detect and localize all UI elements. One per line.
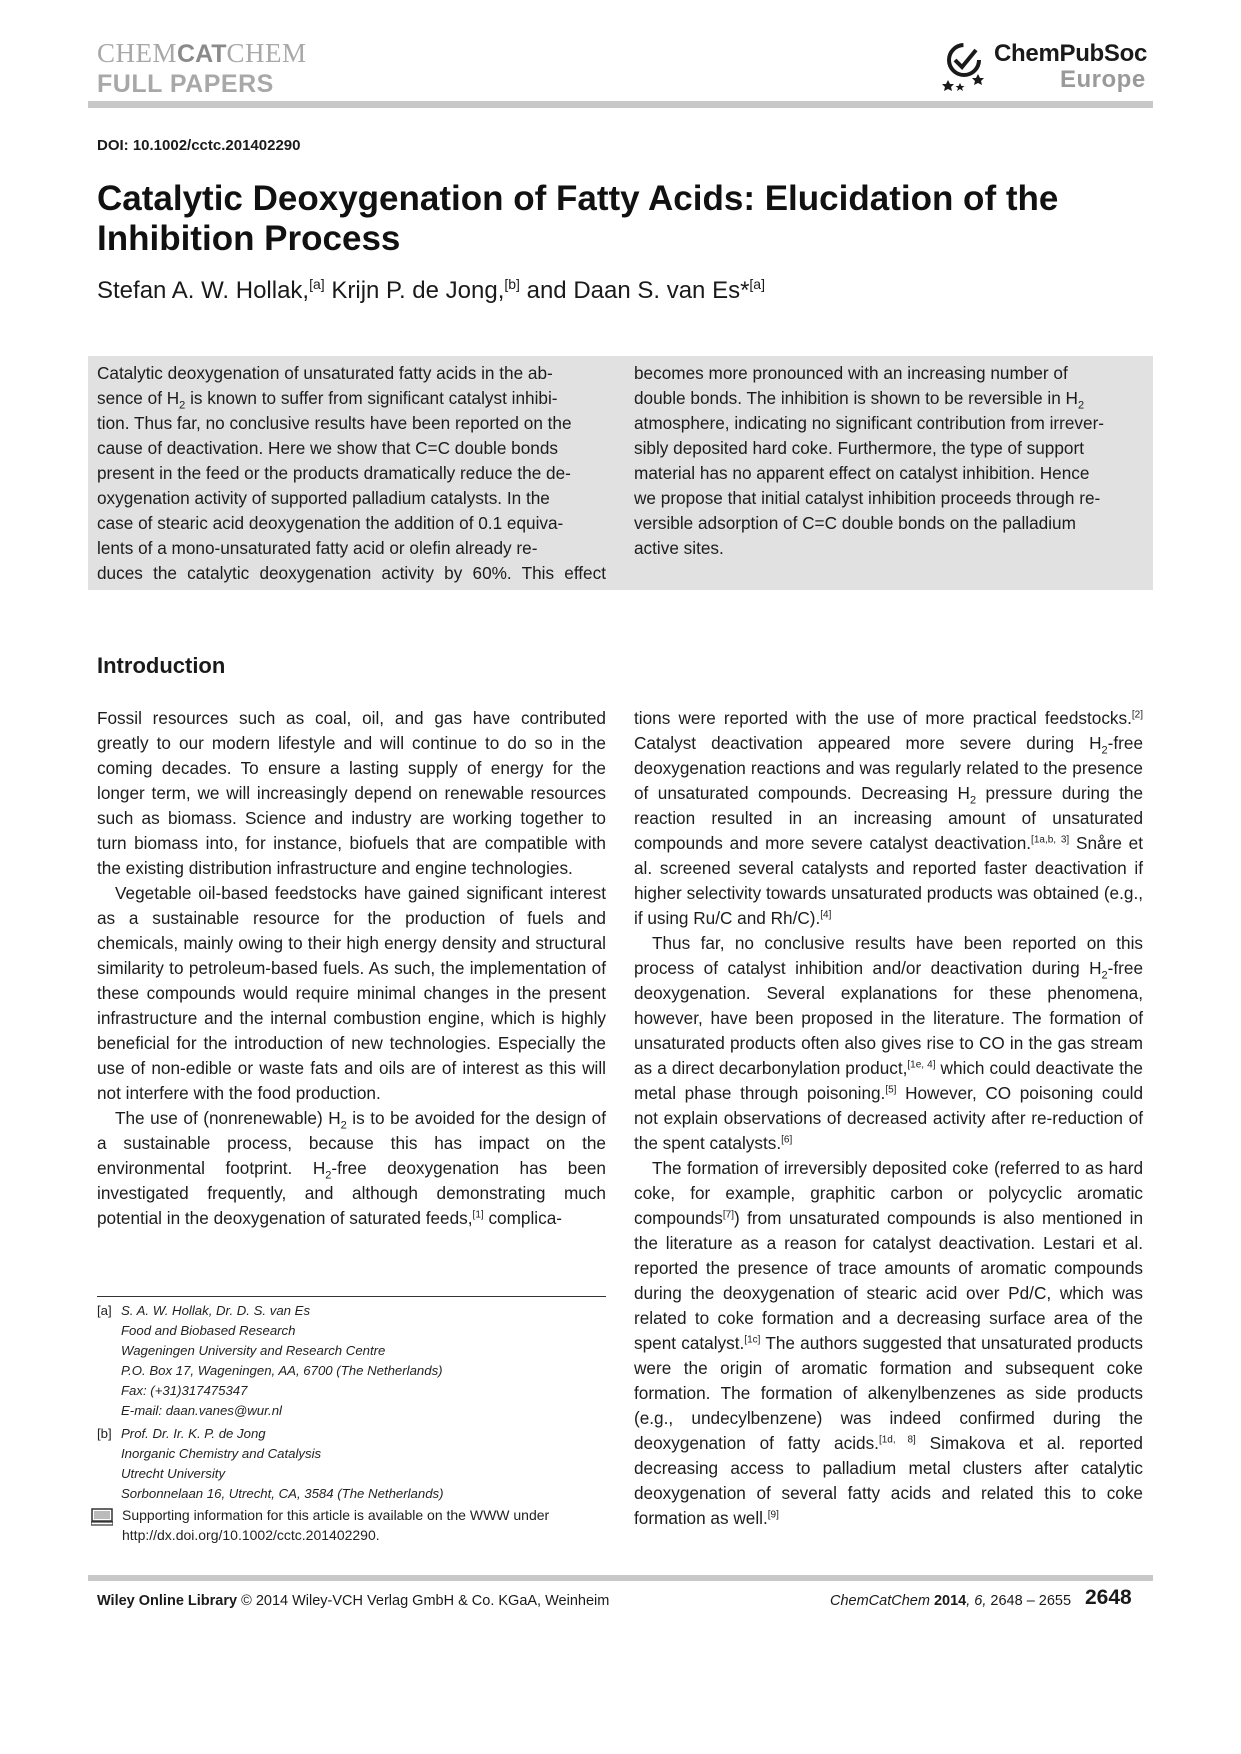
paragraph: tions were reported with the use of more practical feedstocks.[2] Catalyst deactivation appeared more severe during $H_2$-free deoxygenation reactions and was regularly related to the presence of unsaturated compounds. Decreasing $H_2$ pressure during the reaction resulted in an increasing amount of unsaturated compounds and more severe catalyst deactivation.[1a,b, 3] Snåre et al. screened several catalysts and reported faster deactivation if higher selectivity towards unsaturated products was obtained (e.g., if using Ru/C and Rh/C).[4] [634, 708, 1144, 928]
publisher-name: ChemPubSoc [994, 40, 1148, 67]
wiley-online-library-link[interactable]: Wiley Online Library [97, 1593, 238, 1609]
publisher-region: Europe [1060, 66, 1146, 93]
paragraph: Fossil resources such as coal, oil, and gas have contributed greatly to our modern lifestyle and will continue to do so in the coming decades. To ensure a lasting supply of energy for the longer term, we will increasingly depend on renewable resources such as biomass. Science and industry are working together to turn biomass into, for instance, biofuels that are compatible with the existing distribution infrastructure and engine technologies. [97, 708, 606, 878]
computer-icon [91, 1508, 113, 1526]
footer-copyright: Wiley Online Library © 2014 Wiley-VCH Verlag GmbH & Co. KGaA, Weinheim [97, 1593, 610, 1609]
journal-name: CHEMCATCHEM [97, 38, 307, 68]
header-rule [88, 101, 1153, 108]
paragraph: The formation of irreversibly deposited coke (referred to as hard coke, for example, graphitic carbon or polycyclic aromatic compounds[7]) from unsaturated compounds is also mentioned in the literature as a reason for catalyst deactivation. Lestari et al. reported the presence of trace amounts of aromatic compounds during the deoxygenation of stearic acid over Pd/C, which was related to coke formation and a decreasing surface area of the spent catalyst.[1c] The authors suggested that unsaturated products were the origin of aromatic formation and subsequent coke formation. The formation of alkenylbenzenes as side products (e.g., undecylbenzene) was indeed confirmed during the deoxygenation of fatty acids.[1d, 8] Simakova et al. reported decreasing access to palladium metal clusters after catalytic deoxygenation of several fatty acids and related this to coke formation as well.[9] [634, 1158, 1143, 1528]
abstract-left: Catalytic deoxygenation of unsaturated fatty acids in the ab- sence of $H_2$ is known to suffer from significant catalyst inhibi- tion. Thus far, no conclusive results have been reported on the cause of deactivation. Here we show that C=C double bonds present in the feed or the products dramatically reduce the de- oxygenation activity of supported palladium catalysts. In the case of stearic acid deoxygenation the addition of 0.1 equiva- lents of a mono-unsaturated fatty acid or olefin already re- duces the catalytic deoxygenation activity by 60%. This effect [97, 363, 606, 583]
paragraph: Thus far, no conclusive results have been reported on this process of catalyst inhibition and/or deactivation during $H_2$-free deoxygenation. Several explanations for these phenomena, however, have been proposed in the literature. The formation of unsaturated products often also gives rise to CO in the gas stream as a direct decarbonylation product,[1e, 4] which could deactivate the metal phase through poisoning.[5] However, CO poisoning could not explain observations of decreased activity after re-reduction of the spent catalysts.[6] [634, 933, 1143, 1153]
supporting-information-note: Supporting information for this article is available on the WWW under http://dx.doi.org/10.1002/cctc.201402290. [122, 1505, 602, 1545]
article-title: Catalytic Deoxygenation of Fatty Acids: Elucidation of the Inhibition Process [97, 179, 1059, 258]
paragraph: The use of (nonrenewable) $H_2$ is to be avoided for the design of a sustainable process, because this has impact on the environmental footprint. $H_2$-free deoxygenation has been investigated frequently, and although demonstrating much potential in the deoxygenation of saturated feeds,[1] complica- [97, 1108, 606, 1228]
page-number: 2648 [1085, 1586, 1132, 1609]
author-list: Stefan A. W. Hollak,[a] Krijn P. de Jong,[b] and Daan S. van Es*[a] [97, 276, 765, 304]
section-label: FULL PAPERS [97, 70, 274, 98]
affiliation-a: [a] S. A. W. Hollak, Dr. D. S. van Es Food and Biobased Research Wageningen University and Research Centre P.O. Box 17, Wageningen, AA, 6700 (The Netherlands) Fax: (+31)317475347 E-mail: daan.vanes@wur.nl [97, 1303, 443, 1418]
section-heading-introduction: Introduction [97, 653, 226, 678]
affiliation-b: [b] Prof. Dr. Ir. K. P. de Jong Inorganic Chemistry and Catalysis Utrecht University Sorbonnelaan 16, Utrecht, CA, 3584 (The Netherlands) [97, 1426, 444, 1501]
body-right-column [634, 706, 1143, 1531]
abstract-right: becomes more pronounced with an increasing number of double bonds. The inhibition is shown to be reversible in $H_2$ atmosphere, indicating no significant contribution from irrever- sibly deposited hard coke. Furthermore, the type of support material has no apparent effect on catalyst inhibition. Hence we propose that initial catalyst inhibition proceeds through re- versible adsorption of C=C double bonds on the palladium active sites. [634, 363, 1105, 558]
doi: DOI: 10.1002/cctc.201402290 [97, 137, 301, 154]
footnote-rule [97, 1296, 606, 1297]
paragraph: Vegetable oil-based feedstocks have gained significant interest as a sustainable resource for the production of fuels and chemicals, mainly owing to their high energy density and structural similarity to petroleum-based fuels. As such, the implementation of these compounds would require minimal changes in the present infrastructure and the internal combustion engine, which is highly beneficial for the introduction of new technologies. Especially the use of non-edible or waste fats and oils are of interest as this will not interfere with the food production. [97, 883, 606, 1103]
footer-citation: ChemCatChem 2014, 6, 2648 – 2655 [830, 1593, 1072, 1609]
supporting-info-link[interactable]: http://dx.doi.org/10.1002/cctc.201402290. [122, 1527, 380, 1543]
footer-rule [88, 1575, 1153, 1581]
body-left-column [97, 706, 606, 1231]
